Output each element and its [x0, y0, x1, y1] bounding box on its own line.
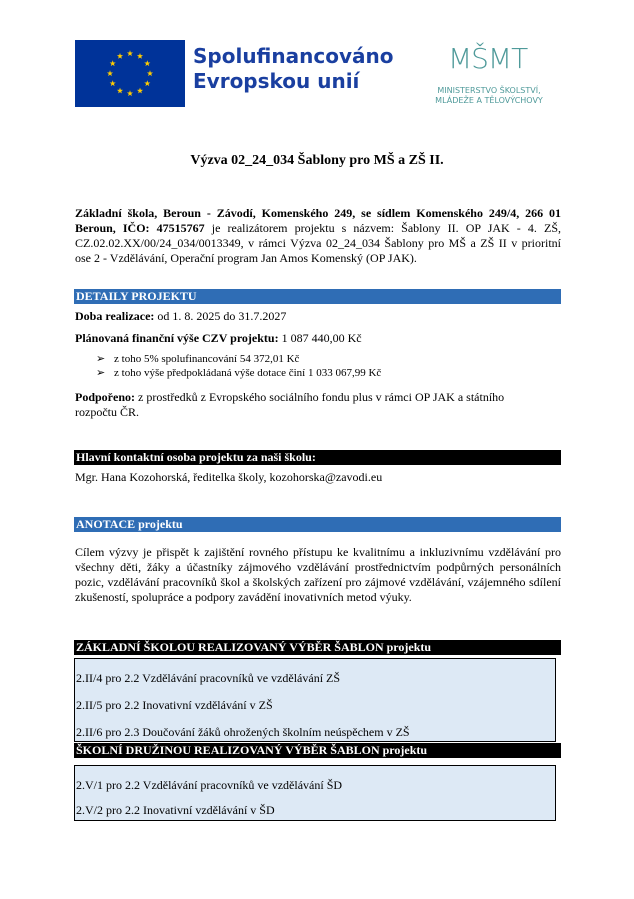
doba-label: Doba realizace: [75, 309, 155, 323]
contact-header: Hlavní kontaktní osoba projektu za naši školu: [74, 450, 561, 465]
annotation-header: ANOTACE projektu [74, 517, 561, 532]
vyse-value: 1 087 440,00 Kč [278, 331, 362, 345]
page-title: Výzva 02_24_034 Šablony pro MŠ a ZŠ II. [190, 153, 444, 168]
bullet-item: z toho 5% spolufinancování 54 372,01 Kč [114, 353, 300, 365]
eu-star-icon [110, 80, 116, 86]
msmt-line1: MINISTERSTVO ŠKOLSTVÍ, [437, 86, 541, 95]
podporeno-line2: rozpočtu ČR. [75, 405, 139, 419]
annotation-text: Cílem výzvy je přispět k zajištění rovného přístupu ke kvalitnímu a inkluzivnímu vzdělávání pro všechny děti, žáky a účastníky zájmového vzdělávání prostřednictvím podpůrných personálních pozic, vzdělávání pracovníků škol a školských zařízení pro zájmové vzdělávání, vzájemného sdílení zkušeností, spolupráce a podpory zavádění inovativních metod výuky. [75, 545, 561, 604]
bullet-arrow-icon: ➢ [96, 353, 106, 365]
eu-star-icon [127, 50, 133, 56]
intro-paragraph [75, 206, 561, 266]
eu-star-icon [144, 60, 150, 66]
podporeno [75, 390, 561, 420]
contact-text: Mgr. Hana Kozohorská, ředitelka školy, kozohorska@zavodi.eu [75, 470, 383, 484]
eu-star-icon [144, 80, 150, 86]
vyse-label: Plánovaná finanční výše CZV projektu: [75, 331, 279, 345]
eu-star-icon [110, 60, 116, 66]
eu-star-icon [127, 90, 133, 96]
eu-star-icon [107, 70, 113, 76]
doba-value: od 1. 8. 2025 do 31.7.2027 [154, 309, 287, 323]
details-header: DETAILY PROJEKTU [74, 289, 561, 304]
intro-bold: Základní škola, Beroun - Závodí, Komenského 249, se sídlem Komenského 249/4, 266 01 Beroun, IČO: 47515767 [75, 206, 561, 235]
planovana-vyse [75, 331, 362, 346]
podporeno-label: Podpořeno: [75, 390, 135, 404]
msmt-logo-mark [448, 36, 527, 82]
zs-templates-box [74, 658, 556, 742]
eu-star-icon [117, 53, 123, 59]
msmt-line2: MLÁDEŽE A TĚLOVÝCHOVY [435, 96, 543, 105]
eu-star-icon [117, 88, 123, 94]
list-item: 2.II/6 pro 2.3 Doučování žáků ohrožených školním neúspěchem v ZŠ [76, 725, 410, 739]
msmt-mark: MŠMT [448, 42, 528, 75]
zs-section-header: ZÁKLADNÍ ŠKOLOU REALIZOVANÝ VÝBĚR ŠABLON projektu [74, 640, 561, 655]
list-item: 2.II/5 pro 2.2 Inovativní vzdělávání v ZŠ [76, 698, 273, 712]
bullet-arrow-icon: ➢ [96, 367, 106, 379]
eu-stars-icon [75, 40, 185, 107]
doba-realizace [75, 309, 286, 324]
list-item: 2.II/4 pro 2.2 Vzdělávání pracovníků ve vzdělávání ZŠ [76, 671, 341, 685]
eu-text [193, 44, 393, 94]
eu-logo [75, 40, 185, 107]
bullet-item: z toho výše předpokládaná výše dotace činí 1 033 067,99 Kč [114, 367, 382, 379]
eu-text-line1: Spolufinancováno [193, 44, 394, 68]
eu-star-icon [147, 70, 153, 76]
podporeno-line1: z prostředků z Evropského sociálního fondu plus v rámci OP JAK a státního [135, 390, 505, 404]
eu-star-icon [137, 88, 143, 94]
msmt-text [414, 86, 564, 106]
intro-rest: je realizátorem projektu s názvem: Šablony II. OP JAK - 4. ZŠ, CZ.02.02.XX/00/24_034/0013349, v rámci Výzva 02_24_034 Šablony pro MŠ a ZŠ II v prioritní ose 2 - Vzdělávání, Operační program Jan Amos Komenský (OP JAK). [75, 221, 561, 265]
list-item: 2.V/2 pro 2.2 Inovativní vzdělávání v ŠD [76, 803, 275, 817]
sd-templates-box [74, 765, 556, 821]
eu-text-line2: Evropskou unií [193, 69, 360, 93]
list-item: 2.V/1 pro 2.2 Vzdělávání pracovníků ve vzdělávání ŠD [76, 778, 343, 792]
sd-section-header: ŠKOLNÍ DRUŽINOU REALIZOVANÝ VÝBĚR ŠABLON projektu [74, 743, 561, 758]
eu-star-icon [137, 53, 143, 59]
